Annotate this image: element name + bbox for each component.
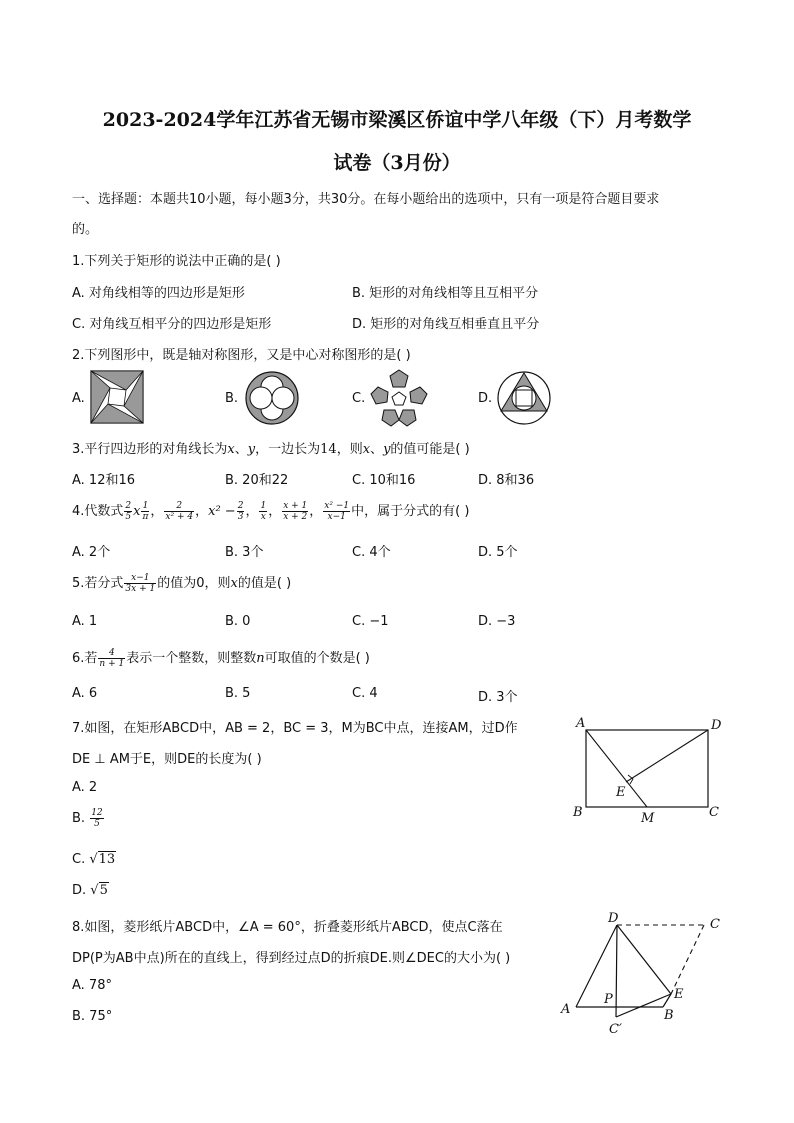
q4-stem: 4.代数式 $\frac{2}{5}$ x $\frac{1}{\pi}$ ， $\frac{2}{\text{x² + 4}}$ ，x² − $\frac{2}{3}$ ， $\frac{1}{x}$ ， $\frac{x + 1}{x + 2}$ ， $\frac{\text{x² −1}}{x-1}$ 中，属于分式的有( ) <box>72 501 470 522</box>
q8-label-b: B <box>664 1008 674 1023</box>
q6-option-c: C. 4 <box>352 686 378 701</box>
q7-label-d: D <box>711 718 722 733</box>
q1-option-c: C. 对角线互相平分的四边形是矩形 <box>72 317 272 332</box>
q8-label-p: P <box>604 992 613 1007</box>
q5-option-a: A. 1 <box>72 614 98 629</box>
q8-label-c: C <box>710 917 720 932</box>
section-heading-line1: 一、选择题：本题共10小题，每小题3分，共30分。在每小题给出的选项中，只有一项是符合题目要求 <box>72 192 660 207</box>
q2-option-a: A. <box>72 391 85 406</box>
q6-option-a: A. 6 <box>72 686 98 701</box>
q1-stem: 1.下列关于矩形的说法中正确的是( ) <box>72 254 281 269</box>
q1-option-a: A. 对角线相等的四边形是矩形 <box>72 286 245 301</box>
q8-stem-line1: 8.如图，菱形纸片ABCD中，∠A = 60°，折叠菱形纸片ABCD，使点C落在 <box>72 920 503 935</box>
q4-option-b: B. 3个 <box>225 545 264 560</box>
q7-label-m: M <box>641 811 655 824</box>
q7-figure-rectangle <box>568 712 734 824</box>
q8-label-c-prime: C′ <box>609 1022 622 1037</box>
section-heading-line2: 的。 <box>72 222 99 237</box>
q6-option-b: B. 5 <box>225 686 251 701</box>
q8-option-b: B. 75° <box>72 1009 113 1024</box>
q6-stem: 6.若 $\frac{4}{n + 1}$ 表示一个整数，则整数n可取值的个数是( ) <box>72 648 370 669</box>
q2-stem: 2.下列图形中，既是轴对称图形，又是中心对称图形的是( ) <box>72 348 411 363</box>
q8-figure-rhombus-fold <box>554 906 730 1042</box>
q2-option-b: B. <box>225 391 239 406</box>
q7-option-a: A. 2 <box>72 780 98 795</box>
q2-option-d: D. <box>478 391 493 406</box>
q5-option-d: D. −3 <box>478 614 516 629</box>
q7-label-a: A <box>576 716 586 731</box>
q1-option-b: B. 矩形的对角线相等且互相平分 <box>352 286 539 301</box>
q7-option-c: C. √13 <box>72 852 116 867</box>
q8-label-d: D <box>608 911 619 926</box>
q2-figure-c-pentagons <box>368 368 430 428</box>
q5-stem: 5.若分式 $\frac{x-1}{3x + 1}$ 的值为0，则x的值是( ) <box>72 573 292 594</box>
q7-option-d: D. √5 <box>72 883 108 898</box>
paper-title-line1: 2023-2024学年江苏省无锡市梁溪区侨谊中学八年级（下）月考数学 <box>102 109 692 131</box>
q4-option-c: C. 4个 <box>352 545 391 560</box>
q6-option-d: D. 3个 <box>478 690 518 705</box>
q5-option-b: B. 0 <box>225 614 251 629</box>
q8-label-e: E <box>674 987 684 1002</box>
q8-label-a: A <box>561 1002 571 1017</box>
q7-stem-line2: DE ⊥ AM于E，则DE的长度为( ) <box>72 752 262 767</box>
q4-option-d: D. 5个 <box>478 545 518 560</box>
q7-option-b: B. $\frac{12}{5}$ <box>72 808 103 829</box>
q3-option-d: D. 8和36 <box>478 473 535 488</box>
q3-option-c: C. 10和16 <box>352 473 416 488</box>
q2-option-c: C. <box>352 391 366 406</box>
q3-option-a: A. 12和16 <box>72 473 136 488</box>
q2-figure-a-pinwheel-square <box>90 370 144 424</box>
q3-option-b: B. 20和22 <box>225 473 289 488</box>
q7-label-e: E <box>616 785 626 800</box>
q3-stem: 3.平行四边形的对角线长为x、y，一边长为14，则x、y的值可能是( ) <box>72 442 470 457</box>
q5-option-c: C. −1 <box>352 614 389 629</box>
q1-option-d: D. 矩形的对角线互相垂直且平分 <box>352 317 540 332</box>
q7-label-b: B <box>573 805 583 820</box>
q7-label-c: C <box>709 805 719 820</box>
q2-figure-b-flower-circle <box>244 370 300 426</box>
q4-option-a: A. 2个 <box>72 545 111 560</box>
paper-title-line2: 试卷（3月份） <box>333 152 461 174</box>
q2-figure-d-circle-triangle-square <box>496 370 552 426</box>
q8-stem-line2: DP(P为AB中点)所在的直线上，得到经过点D的折痕DE.则∠DEC的大小为( ) <box>72 951 511 966</box>
q8-option-a: A. 78° <box>72 978 112 993</box>
q7-stem-line1: 7.如图，在矩形ABCD中，AB = 2，BC = 3，M为BC中点，连接AM，过D作 <box>72 721 518 736</box>
